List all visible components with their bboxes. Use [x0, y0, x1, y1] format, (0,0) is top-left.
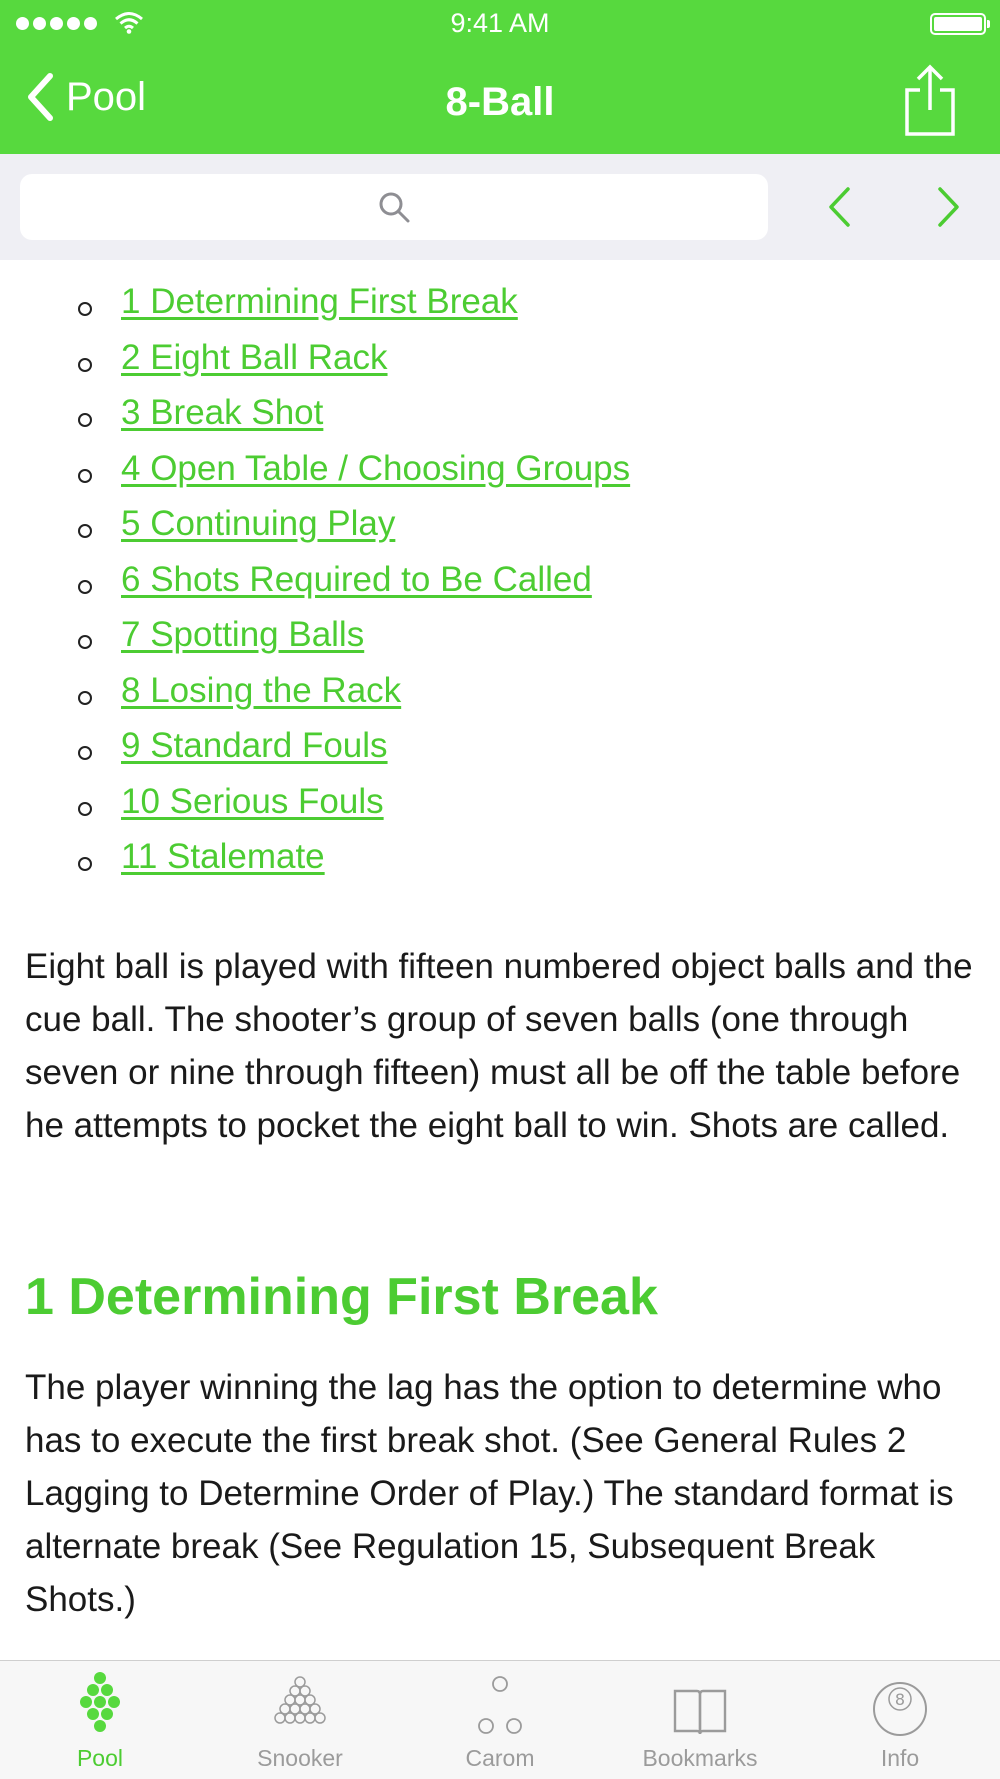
search-bar	[0, 154, 1000, 260]
search-input[interactable]	[20, 174, 768, 240]
toc-item	[0, 393, 1000, 449]
bullet-icon	[78, 469, 92, 483]
toc-link[interactable]: 11 Stalemate	[121, 837, 325, 876]
section-heading: 1 Determining First Break	[25, 1268, 658, 1326]
back-button[interactable]	[26, 72, 146, 122]
toc-item	[0, 504, 1000, 560]
tab-snooker[interactable]	[200, 1661, 400, 1779]
previous-button[interactable]	[826, 186, 852, 233]
toc-item	[0, 560, 1000, 616]
toc-link[interactable]: 8 Losing the Rack	[121, 670, 402, 710]
toc-item	[0, 449, 1000, 505]
back-label: Pool	[66, 74, 147, 119]
carom-balls-icon	[470, 1671, 530, 1741]
toc-item	[0, 671, 1000, 727]
share-button[interactable]	[900, 64, 960, 143]
bullet-icon	[78, 524, 92, 538]
tab-bar	[0, 1660, 1000, 1779]
toc-item	[0, 782, 1000, 838]
toc-link[interactable]: 6 Shots Required to Be Called	[121, 559, 592, 599]
bullet-icon	[78, 413, 92, 427]
toc-item	[0, 338, 1000, 394]
snooker-triangle-icon	[262, 1671, 338, 1741]
toc-link[interactable]: 2 Eight Ball Rack	[121, 337, 388, 377]
tab-label: Pool	[76, 1745, 124, 1771]
status-time: 9:41 AM	[450, 8, 550, 38]
next-button[interactable]	[936, 186, 962, 233]
toc-link[interactable]: 1 Determining First Break	[121, 282, 518, 321]
bullet-icon	[78, 358, 92, 372]
toc-item	[0, 726, 1000, 782]
bullet-icon	[78, 580, 92, 594]
section-paragraph: The player winning the lag has the option to determine who has to execute the first break shot. (See General Rules 2 Lagging to Determine Order of Play.) The standard format is alternate break (See Regulation 15, Subsequent Break Shots.)	[25, 1368, 954, 1619]
eight-ball-icon	[870, 1671, 930, 1741]
toc-link[interactable]: 5 Continuing Play	[121, 504, 396, 543]
navigation-bar	[0, 50, 1000, 154]
book-icon	[670, 1671, 730, 1741]
bullet-icon	[78, 635, 92, 649]
page-title: 8-Ball	[445, 80, 555, 124]
battery-icon	[930, 13, 986, 35]
tab-info[interactable]	[800, 1661, 1000, 1779]
toc-link[interactable]: 3 Break Shot	[121, 393, 324, 432]
toc-link[interactable]: 4 Open Table / Choosing Groups	[121, 448, 631, 488]
table-of-contents	[0, 282, 1000, 893]
tab-label: Info	[880, 1745, 920, 1771]
toc-item	[0, 282, 1000, 338]
bullet-icon	[78, 691, 92, 705]
svg-text:8: 8	[894, 1690, 906, 1709]
bullet-icon	[78, 302, 92, 316]
toc-item	[0, 837, 1000, 893]
tab-label: Snooker	[257, 1745, 343, 1771]
share-icon	[900, 64, 960, 138]
chevron-right-icon	[936, 186, 962, 228]
chevron-left-icon	[26, 72, 54, 122]
toc-link[interactable]: 9 Standard Fouls	[121, 726, 388, 765]
tab-label: Bookmarks	[642, 1745, 758, 1771]
intro-paragraph: Eight ball is played with fifteen numbered object balls and the cue ball. The shooter’s group of seven balls (one through seven or nine through fifteen) must all be off the table before he attempts to pocket the eight ball to win. Shots are called.	[25, 947, 973, 1145]
bullet-icon	[78, 857, 92, 871]
tab-carom[interactable]	[400, 1661, 600, 1779]
toc-link[interactable]: 7 Spotting Balls	[121, 615, 365, 654]
chevron-left-icon	[826, 186, 852, 228]
search-icon	[377, 190, 411, 224]
pool-balls-icon	[75, 1671, 125, 1741]
tab-pool[interactable]	[0, 1661, 200, 1779]
bullet-icon	[78, 802, 92, 816]
toc-link[interactable]: 10 Serious Fouls	[121, 781, 384, 821]
status-bar	[0, 0, 1000, 50]
toc-item	[0, 615, 1000, 671]
article-content	[0, 260, 1000, 1660]
bullet-icon	[78, 746, 92, 760]
tab-label: Carom	[465, 1745, 535, 1771]
tab-bookmarks[interactable]	[600, 1661, 800, 1779]
top-bar	[0, 0, 1000, 154]
